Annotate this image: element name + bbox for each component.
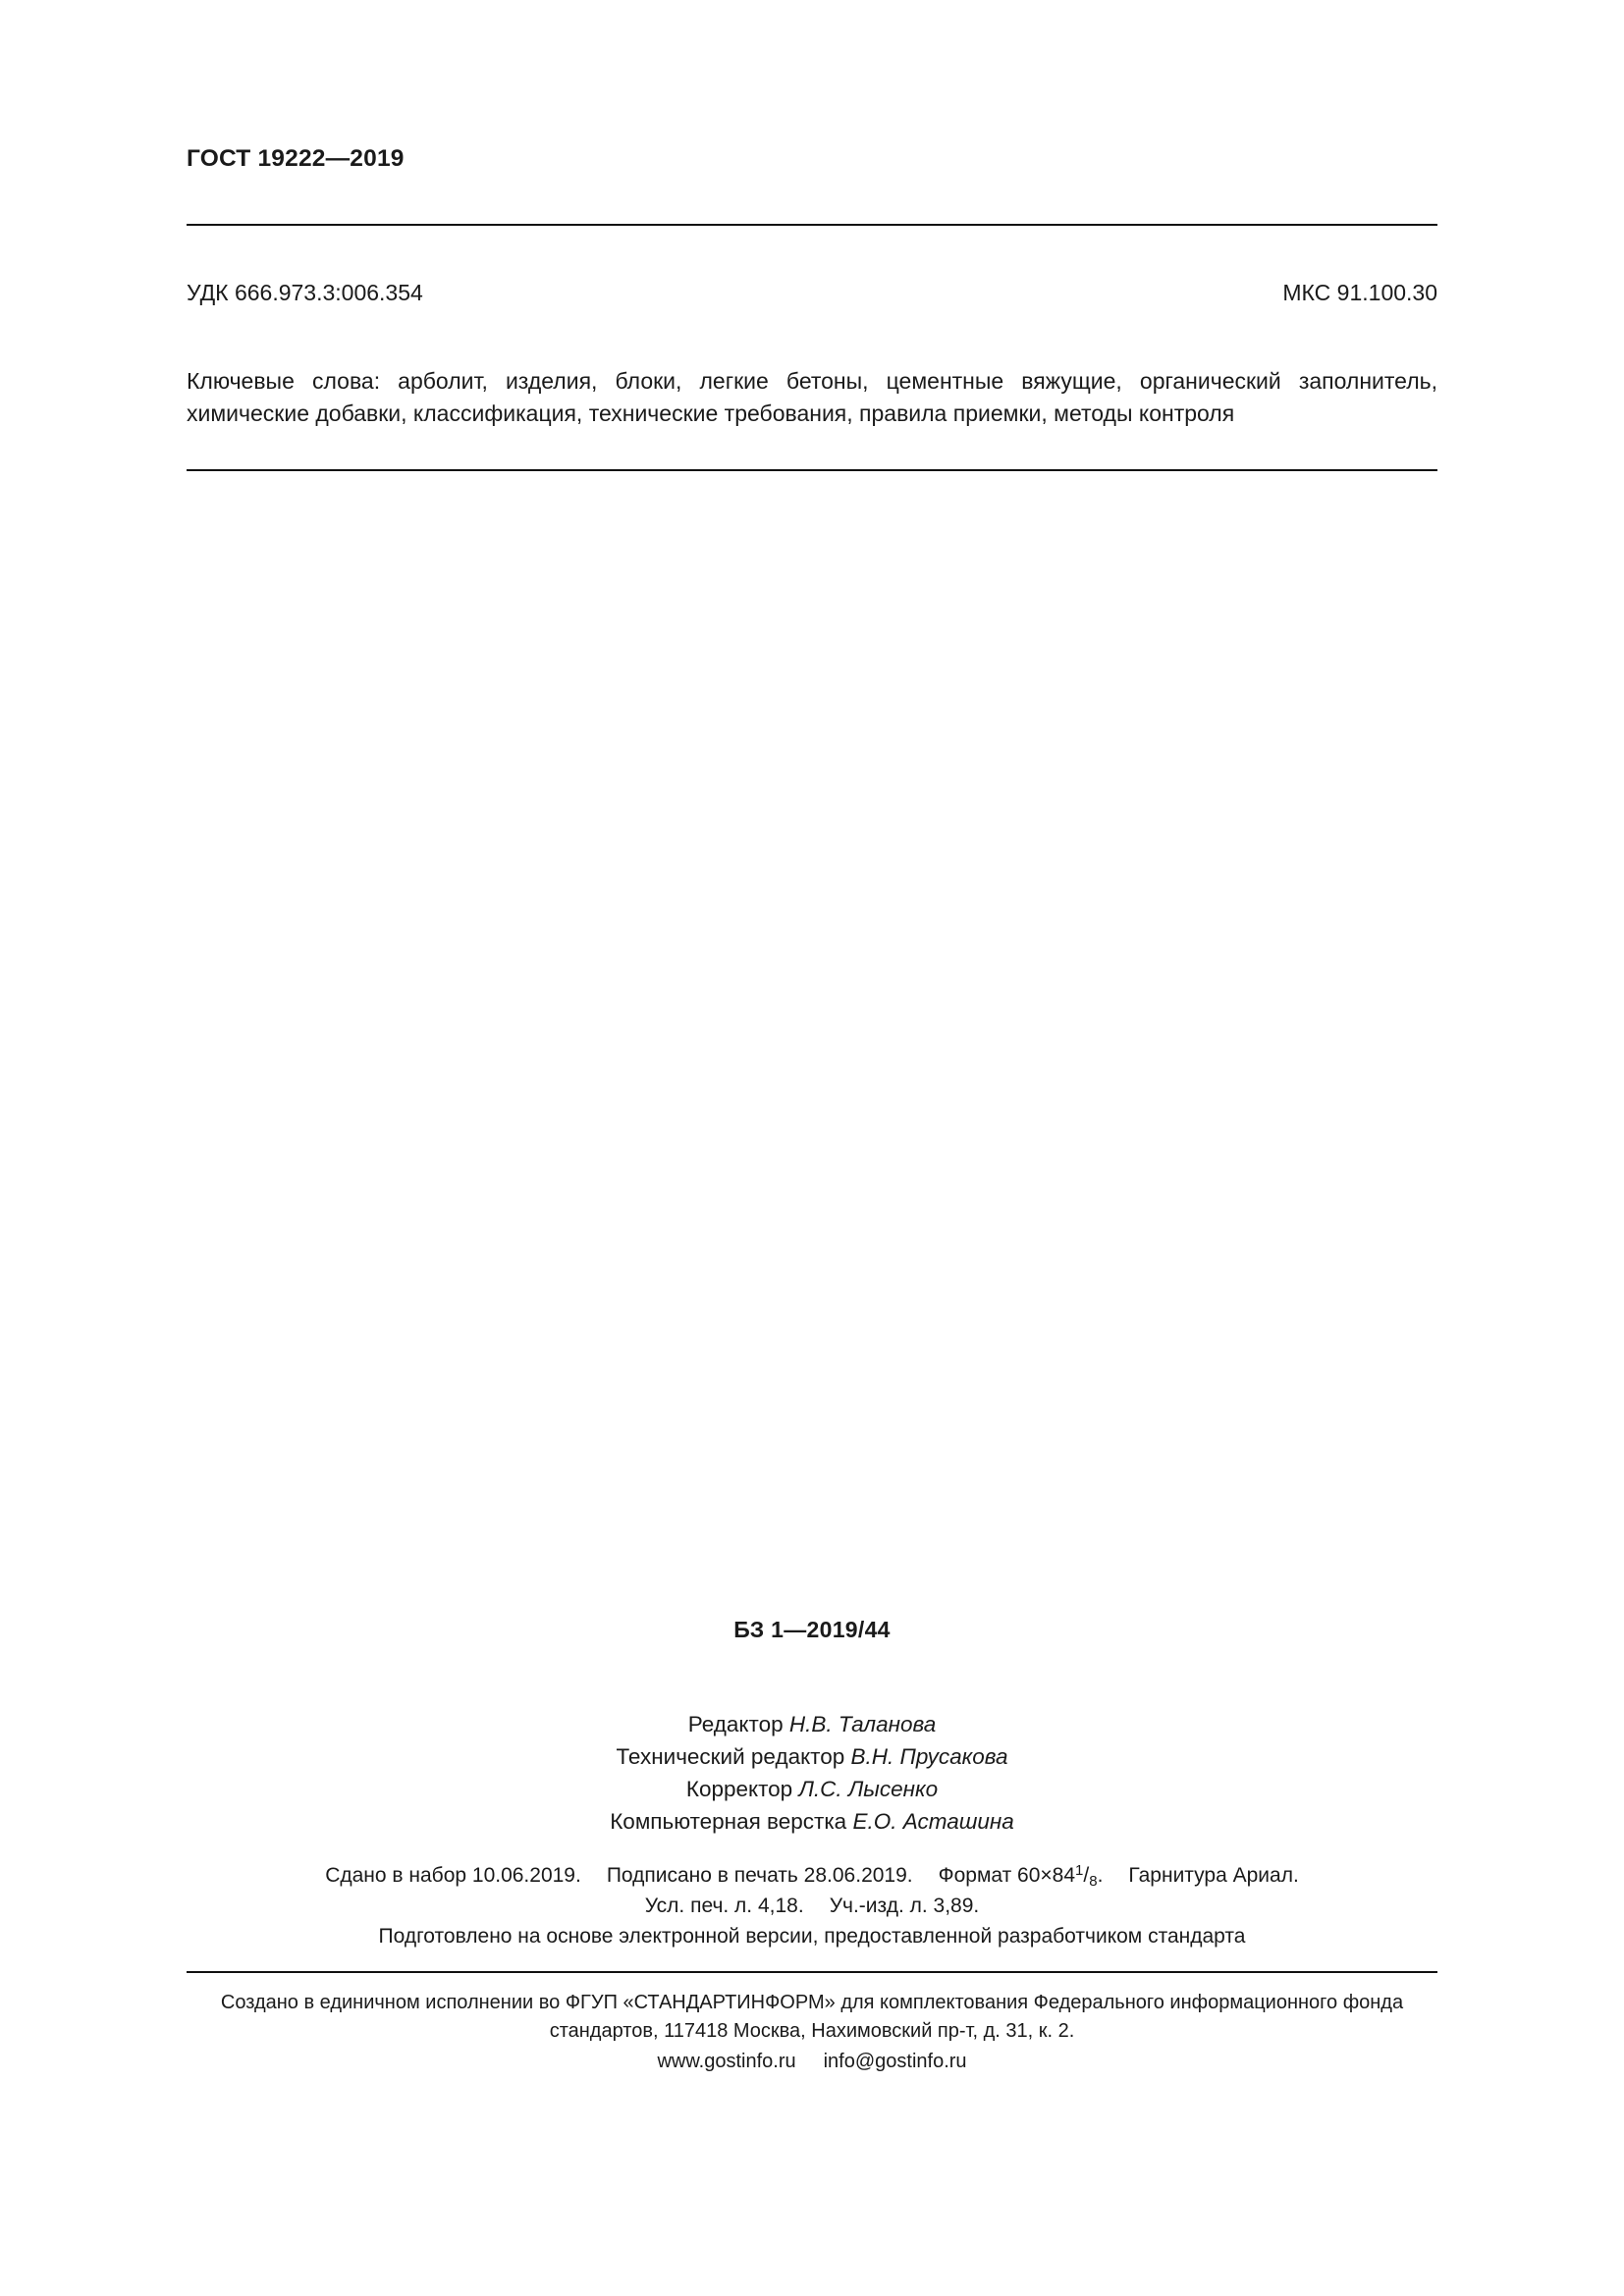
credit-name: Н.В. Таланова <box>788 1712 937 1736</box>
credit-line <box>187 1773 1437 1805</box>
divider-middle <box>187 469 1437 471</box>
credit-role: Технический редактор <box>616 1744 845 1770</box>
signed-date: Подписано в печать 28.06.2019. <box>606 1863 913 1887</box>
credit-line <box>187 1740 1437 1773</box>
format-numerator: 1 <box>1075 1862 1084 1879</box>
footer-note <box>133 1989 1491 2076</box>
credit-name: Л.С. Лысенко <box>798 1777 939 1802</box>
bz-code: БЗ 1—2019/44 <box>733 1617 891 1642</box>
keywords-paragraph: Ключевые слова: арболит, изделия, блоки, легкие бетоны, цементные вяжущие, органический заполнитель, химические добавки, классификация, технические требования, правила приемки, методы контроля <box>187 368 1437 426</box>
print-info-block <box>187 1860 1437 1951</box>
footer-line-2: стандартов, 117418 Москва, Нахимовский пр-т, д. 31, к. 2. <box>549 2020 1075 2042</box>
typeface: Гарнитура Ариал. <box>1128 1863 1299 1887</box>
printed-sheets: Усл. печ. л. 4,18. <box>644 1895 804 1918</box>
credit-line <box>187 1708 1437 1740</box>
credit-role: Корректор <box>685 1777 793 1802</box>
format-denominator: 8 <box>1089 1872 1098 1890</box>
standard-number-header: ГОСТ 19222—2019 <box>187 145 405 172</box>
format-period: . <box>1097 1863 1104 1887</box>
credit-line <box>187 1805 1437 1838</box>
udk-code: УДК 666.973.3:006.354 <box>187 280 423 305</box>
email-link[interactable]: info@gostinfo.ru <box>823 2051 967 2072</box>
credit-name: В.Н. Прусакова <box>850 1744 1008 1770</box>
print-info-line-2 <box>187 1892 1437 1921</box>
print-info-line-1: Сдано в набор 10.06.2019. Подписано в печать 28.06.2019. Формат 60×841/8. Гарнитура Ариал. <box>187 1860 1437 1892</box>
credit-name: Е.О. Асташина <box>852 1809 1014 1835</box>
submitted-date: Сдано в набор 10.06.2019. <box>325 1863 581 1887</box>
credit-role: Компьютерная верстка <box>610 1809 847 1835</box>
classification-row <box>187 280 1437 306</box>
divider-top <box>187 224 1437 226</box>
footer-line-1: Создано в единичном исполнении во ФГУП «СТАНДАРТИНФОРМ» для комплектования Федерального информационного фонда <box>220 1992 1404 2013</box>
divider-bottom <box>187 1971 1437 1973</box>
format-label: Формат 60×84 <box>938 1863 1076 1887</box>
footer-contacts <box>133 2048 1491 2076</box>
editorial-sheets: Уч.-изд. л. 3,89. <box>829 1895 980 1918</box>
credits-block <box>187 1708 1437 1838</box>
print-info-line-3: Подготовлено на основе электронной версии, предоставленной разработчиком стандарта <box>378 1924 1246 1948</box>
website-link[interactable]: www.gostinfo.ru <box>657 2051 796 2072</box>
page-content <box>187 0 1437 2296</box>
mks-code: МКС 91.100.30 <box>1282 280 1437 305</box>
credit-role: Редактор <box>687 1712 784 1736</box>
